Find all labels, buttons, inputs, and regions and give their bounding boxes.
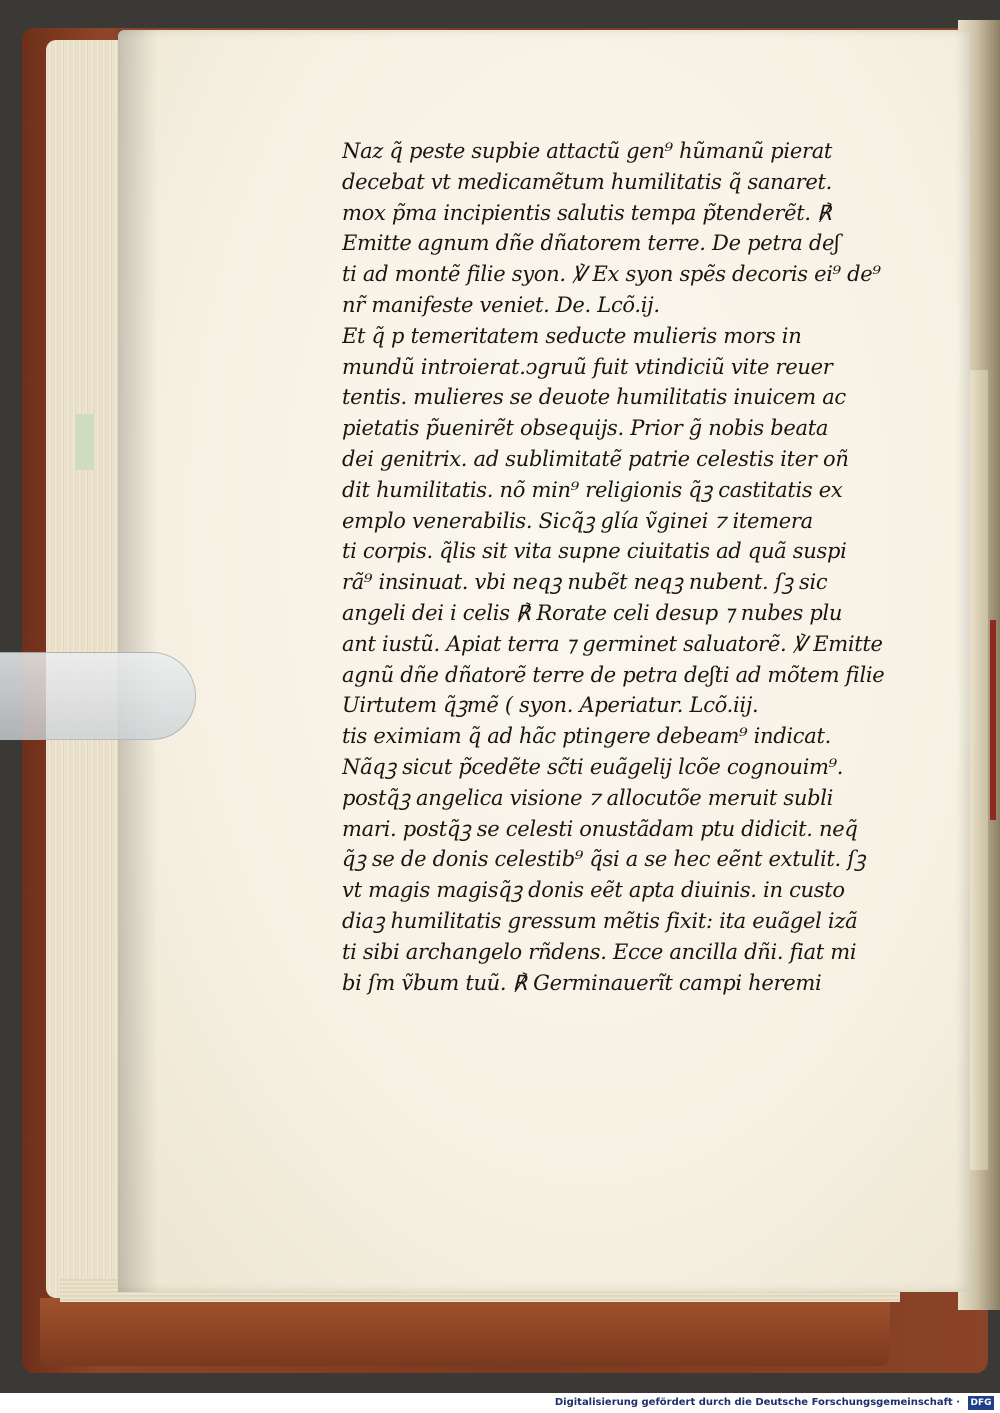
- cover-bottom-edge: [40, 1298, 890, 1366]
- text-line: Uirtutem q̃ꝫmẽ ( syon. Aperiatur. Lcõ.iij.: [342, 693, 759, 718]
- text-line: nr̃ manifeste veniet. De. Lcõ.ij.: [342, 292, 660, 317]
- text-line: postq̃ꝫ angelica visione ⁊ allocutõe meruit subli: [342, 785, 834, 810]
- text-line: ti corpis. q̃lis sit vita supne ciuitatis ad quã suspi: [342, 539, 847, 564]
- footer-credit: Digitalisierung gefördert durch die Deutsche Forschungsgemeinschaft ·: [554, 1397, 960, 1408]
- text-line: decebat vt medicamẽtum humilitatis q̃ sanaret.: [342, 169, 833, 194]
- text-line: emplo venerabilis. Sicq̃ꝫ glía ṽginei ⁊ itemera: [342, 508, 813, 533]
- text-line: vt magis magisq̃ꝫ donis eẽt apta diuinis. in custo: [342, 878, 845, 903]
- red-page-mark: [990, 620, 996, 820]
- text-line: mari. postq̃ꝫ se celesti onustãdam ptu didicit. neq̃: [342, 816, 858, 841]
- text-block: [342, 136, 890, 998]
- text-line: pietatis p̃uenirẽt obsequijs. Prior g̃ nobis beata: [342, 416, 829, 441]
- text-line: agnũ dñe dñatorẽ terre de petra deʃti ad mõtem filie: [342, 662, 885, 687]
- page-tab: [76, 414, 94, 470]
- text-line: ti sibi archangelo rñdens. Ecce ancilla dñi. fiat mi: [342, 939, 857, 964]
- text-line: Emitte agnum dñe dñatorem terre. De petra deʃ: [342, 231, 840, 256]
- page-marker-clip: [0, 652, 196, 740]
- text-line: Naz q̃ peste supbie attactũ gen⁹ hũmanũ pierat: [342, 139, 833, 163]
- text-line: diaꝫ humilitatis gressum mẽtis fixit: ita euãgel izã: [342, 908, 858, 933]
- text-line: Et q̃ p temeritatem seducte mulieris mors in: [342, 323, 802, 348]
- text-line: ti ad montẽ filie syon. ℣ Ex syon spẽs decoris ei⁹ de⁹: [342, 262, 881, 287]
- text-line: Nãqꝫ sicut p̃cedẽte sc̃ti euãgelij lcõe cognouim⁹.: [342, 754, 844, 779]
- text-line: dei genitrix. ad sublimitatẽ patrie celestis iter oñ: [342, 446, 849, 471]
- text-line: tentis. mulieres se deuote humilitatis inuicem ac: [342, 385, 846, 410]
- text-line: mox p̃ma incipientis salutis tempa p̃tenderẽt. ℟: [342, 200, 832, 225]
- text-line: bi ſm ṽbum tuũ. ℟ Germinauerĩt campi heremi: [342, 970, 822, 995]
- dfg-logo: DFG: [968, 1396, 994, 1410]
- text-line: ant iustũ. Apiat terra ⁊ germinet saluatorẽ. ℣ Emitte: [342, 631, 883, 656]
- text-line: q̃ꝫ se de donis celestib⁹ q̃si a se hec eẽnt extulit. ſꝫ: [342, 847, 866, 872]
- text-line: dit humilitatis. nõ min⁹ religionis q̃ꝫ castitatis ex: [342, 477, 843, 502]
- text-line: angeli dei i celis ℟ Rorate celi desup ⁊ nubes plu: [342, 600, 843, 625]
- text-line: rã⁹ insinuat. vbi neqꝫ nubẽt neqꝫ nubent. ſꝫ sic: [342, 570, 828, 595]
- text-line: tis eximiam q̃ ad hãc ptingere debeam⁹ indicat.: [342, 724, 831, 749]
- text-line: mundũ introierat.ↄgruũ fuit vtindiciũ vite reuer: [342, 354, 833, 379]
